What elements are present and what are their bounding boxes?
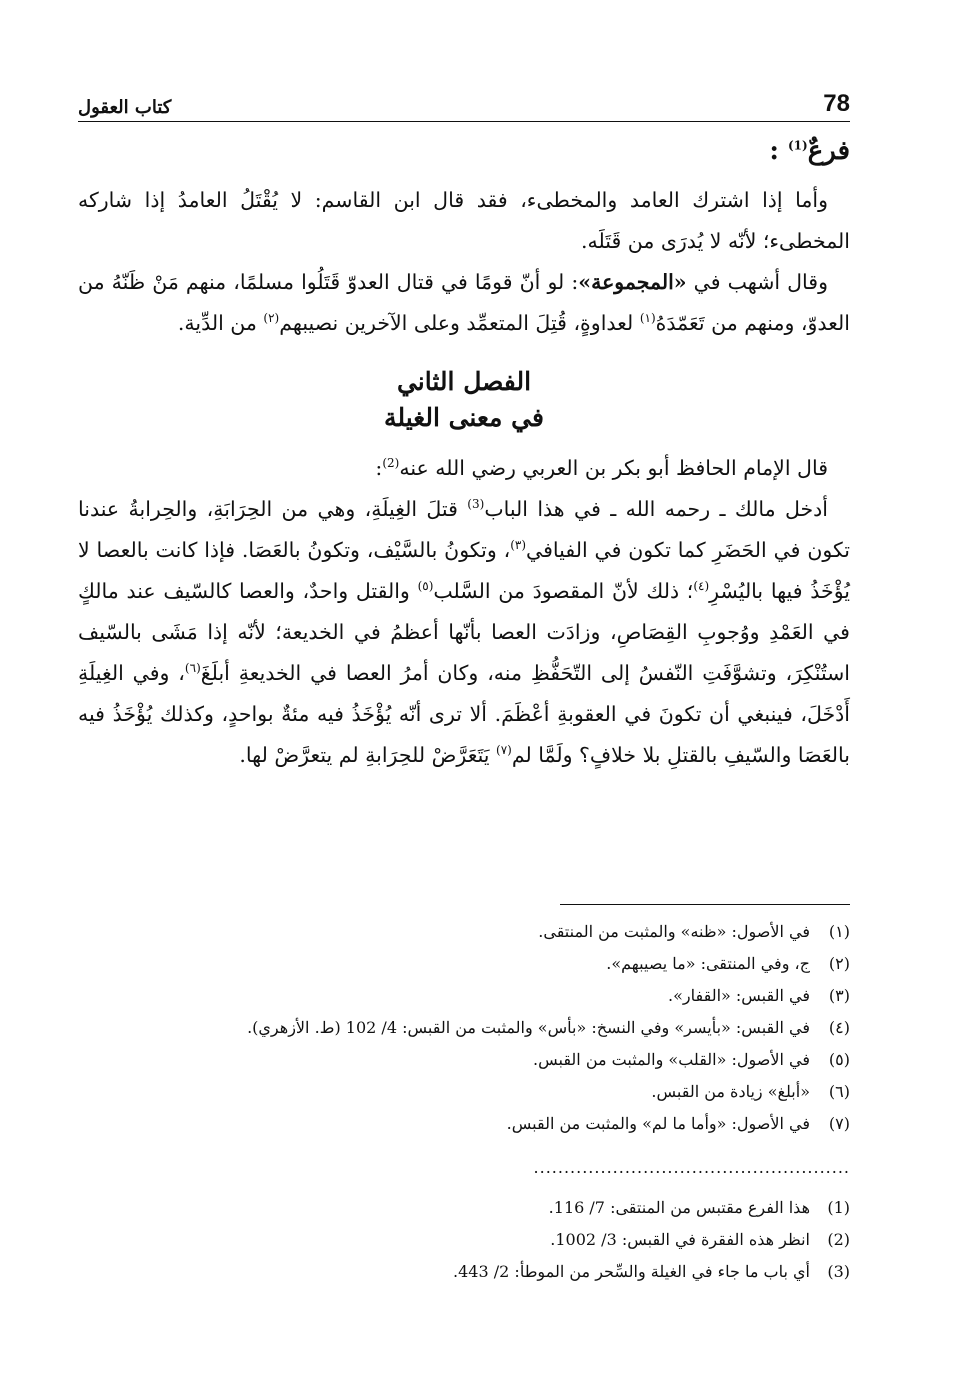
footnotes-author (78, 1192, 850, 1288)
header-rule (78, 121, 850, 122)
footnote: (3) أي باب ما جاء في الغيلة والسِّحر من الموطأ: 2/ 443. (453, 1262, 850, 1281)
footnote: (٤) في القبس: «بأيسر» وفي النسخ: «بأس» والمثبت من القبس: 4/ 102 (ط. الأزهري). (247, 1018, 850, 1037)
chapter-title (78, 364, 850, 436)
paragraph-3: قال الإمام الحافظ أبو بكر بن العربي رضي الله عنه$^{(2)}$: (375, 456, 828, 480)
footnote: (1) هذا الفرع مقتبس من المنتقى: 7/ 116. (548, 1198, 850, 1217)
footnote-ref: (3) (467, 497, 485, 512)
footnote: (١) في الأصول: «ظنه» والمثبت من المنتقى. (538, 922, 850, 941)
paragraph-1: وأما إذا اشترك العامد والمخطىء، فقد قال ابن القاسم: لا يُقْتَلُ العامدُ إذا شاركه المخطىء؛ لأنّه لا يُدرَى من قَتَلَه. (78, 188, 850, 253)
footnote: (٧) في الأصول: «وأما ما لم» والمثبت من القبس. (506, 1114, 850, 1133)
footnote: (٦) «أبلغ» زيادة من القبس. (651, 1082, 850, 1101)
main-text (78, 130, 850, 776)
footnote-ref: (٣) (510, 538, 527, 553)
chapter-title-line-1: الفصل الثاني (396, 367, 532, 396)
footnote-ref: (2) (382, 456, 400, 471)
chapter-title-line-2: في معنى الغيلة (384, 403, 544, 432)
footnote-ref: (٧) (496, 743, 512, 758)
footnote-ref: (1) (787, 138, 808, 153)
footnote-rule (560, 904, 850, 905)
book-title: كتاب العقول (78, 97, 172, 118)
source-title: «المجموعة» (578, 270, 687, 294)
page-number: 78 (823, 90, 850, 117)
dotted-separator: .................................................... (533, 1158, 850, 1177)
footnote: (٥) في الأصول: «القلب» والمثبت من القبس. (533, 1050, 850, 1069)
running-header (78, 78, 850, 118)
footnote-ref: (٦) (184, 661, 201, 676)
footnote-ref: (١) (639, 311, 656, 326)
footnote: (2) انظر هذه الفقرة في القبس: 3/ 1002. (550, 1230, 850, 1249)
footnote: (٢) ج، وفي المنتقى: «ما يصيبهم». (606, 954, 850, 973)
footnote-ref: (٥) (417, 579, 434, 594)
footnote-ref: (٢) (263, 311, 280, 326)
section-heading: فرعٌ$^{(1)}$ : (769, 136, 850, 166)
paragraph-4: أدخل مالك ـ رحمه الله ـ في هذا الباب$^{(3)}$ قتلَ الغِيلَةِ، وهي من الحِرَابَةِ، والحِرابةُ عندنا تكون في الحَضَرِ كما تكون في الفيافي$^{(٣)}$، وتكونُ بالسَّيْف، وتكونُ بالعَصَا. فإذا كانت بالعصا لا يُؤْخَذُ فيها باليُسْرِ$^{(٤)}$؛ ذلك لأنّ المقصودَ من السَّلب$^{(٥)}$ والقتل واحدٌ، والعصا كالسّيف عند مالكٍ في العَمْدِ ووُجوبِ القِصَاصِ، وزادَت العصا بأنّها أعظمُ في الخديعة؛ لأنّه إذا مَشَى بالسّيف استُنْكِرَ، وتشوَّفَتِ النّفسُ إلى التّحَفُّظِ منه، وكان أمرُ العصا في الخديعةِ أبلَغَ$^{(٦)}$، وفي الغِيلَةِ أَدْخَلَ، فينبغي أن تكونَ في العقوبةِ أعْظَمَ. ألا ترى أنّه يُؤْخَذُ فيه مئةٌ بواحدٍ، وكذلك يُؤْخَذُ فيه بالعَصَا والسّيفِ بالقتلِ بلا خلافٍ؟ ولَمَّا لم$^{(٧)}$ يَتَعَرَّضْ للحِرَابةِ لم يتعرَّضْ لها. (78, 497, 850, 767)
footnote: (٣) في القبس: «القفار». (668, 986, 850, 1005)
footnotes-editor (78, 916, 850, 1140)
footnote-ref: (٤) (693, 579, 710, 594)
paragraph-2: وقال أشهب في «المجموعة»: لو أنّ قومًا في قتال العدوّ قَتَلُوا مسلمًا، منهم مَنْ ظَنّهُ من العدوّ، ومنهم من تَعَمّدَهُ$^{(١)}$ لعداوةٍ، قُتِلَ المتعمِّد وعلى الآخرين نصيبهم$^{(٢)}$ من الدِّية. (78, 270, 850, 335)
